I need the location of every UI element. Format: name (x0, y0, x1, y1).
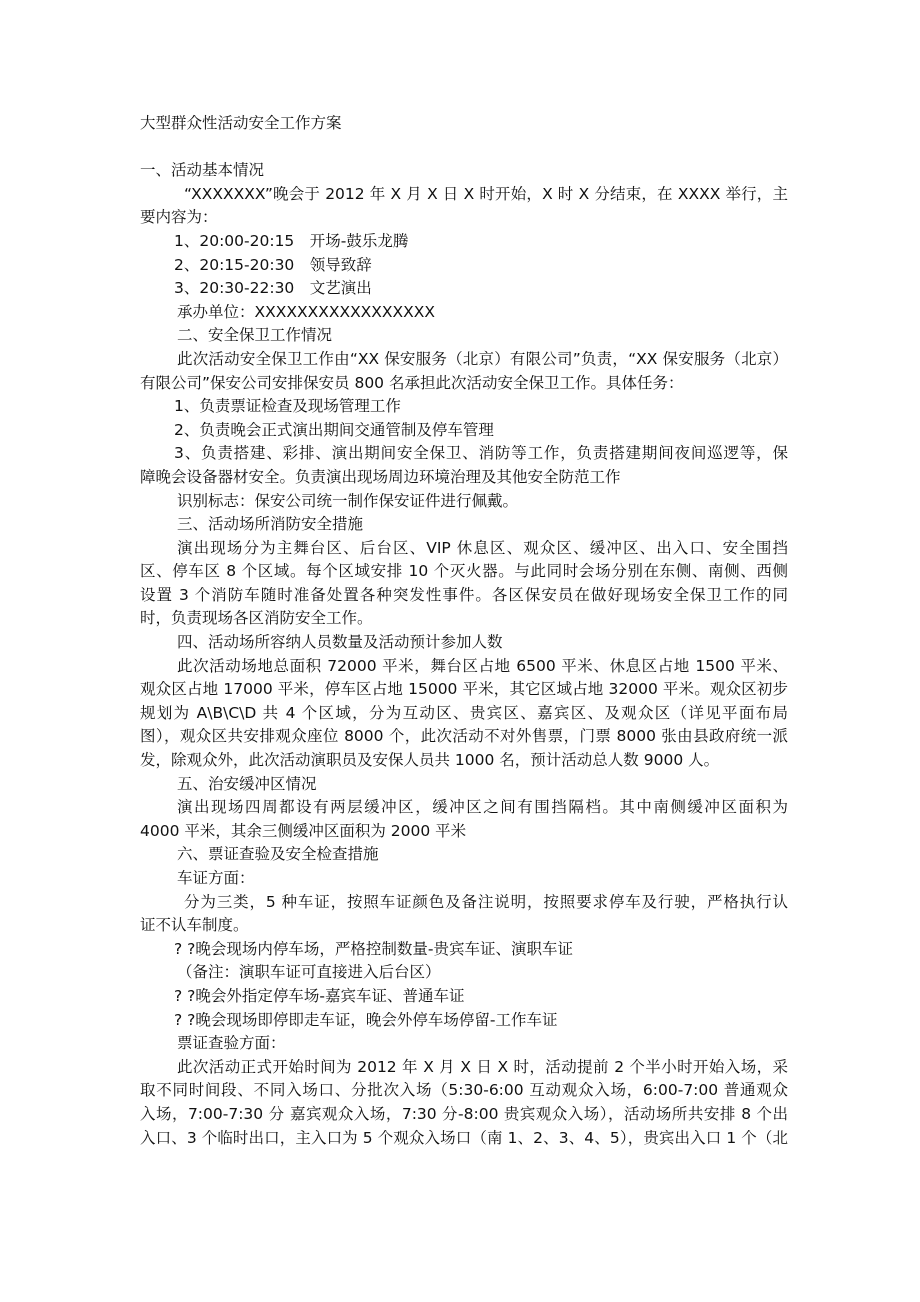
paragraph-line: “XXXXXXX”晚会于 2012 年 X 月 X 日 X 时开始，X 时 X 分结束，在 XXXX 举行，主 (184, 184, 788, 203)
paragraph-line: 证不认车制度。 (140, 916, 249, 935)
paragraph-line: 入口、3 个临时出口，主入口为 5 个观众入场口（南 1、2、3、4、5），贵宾出入口 1 个（北 (140, 1128, 788, 1147)
paragraph-line: 五、治安缓冲区情况 (177, 774, 317, 793)
paragraph-line: 时，负责现场各区消防安全工作。 (140, 609, 373, 628)
paragraph-line: 一、活动基本情况 (140, 161, 265, 180)
paragraph-line: 区、停车区 8 个区域。每个区域安排 10 个灭火器。与此同时会场分别在东侧、南侧、西侧 (140, 562, 788, 581)
paragraph-line: 2、负责晚会正式演出期间交通管制及停车管理 (174, 420, 494, 439)
paragraph-line: 此次活动安全保卫工作由“XX 保安服务（北京）有限公司”负责，“XX 保安服务（北京） (177, 349, 788, 368)
paragraph-line: 三、活动场所消防安全措施 (177, 515, 364, 534)
paragraph-line: ? ?晚会外指定停车场-嘉宾车证、普通车证 (174, 986, 465, 1005)
paragraph-line: 3、负责搭建、彩排、演出期间安全保卫、消防等工作，负责搭建期间夜间巡逻等，保 (174, 444, 788, 463)
paragraph-line: 1、负责票证检查及现场管理工作 (174, 397, 401, 416)
paragraph-line: 票证查验方面： (177, 1034, 286, 1053)
paragraph-line: 演出现场分为主舞台区、后台区、VIP 休息区、观众区、缓冲区、出入口、安全围挡 (177, 538, 788, 557)
paragraph-line: 有限公司”保安公司安排保安员 800 名承担此次活动安全保卫工作。具体任务： (140, 373, 684, 392)
paragraph-line: 此次活动场地总面积 72000 平米，舞台区占地 6500 平米、休息区占地 1500 平米、 (177, 656, 788, 675)
paragraph-line: 识别标志：保安公司统一制作保安证件进行佩戴。 (177, 491, 519, 510)
paragraph-line: 设置 3 个消防车随时准备处置各种突发性事件。各区保安员在做好现场安全保卫工作的同 (140, 585, 788, 604)
paragraph-line: 车证方面： (177, 869, 255, 887)
paragraph-line: 分为三类，5 种车证，按照车证颜色及备注说明，按照要求停车及行驶，严格执行认 (184, 892, 788, 911)
paragraph-line: 发，除观众外，此次活动演职员及安保人员共 1000 名，预计活动总人数 9000 人。 (140, 751, 720, 770)
paragraph-line: 规划为 A\B\C\D 共 4 个区域，分为互动区、贵宾区、嘉宾区、及观众区（详见平面布局 (140, 703, 788, 722)
paragraph-line: 要内容为： (140, 208, 218, 227)
document-body (140, 159, 788, 1150)
paragraph-line: 3、20:30-22:30 文艺演出 (174, 279, 372, 298)
paragraph-line: 演出现场四周都设有两层缓冲区，缓冲区之间有围挡隔档。其中南侧缓冲区面积为 (177, 798, 788, 817)
paragraph-line: 2、20:15-20:30 领导致辞 (174, 255, 372, 274)
paragraph-line: ? ?晚会现场内停车场，严格控制数量-贵宾车证、演职车证 (174, 939, 573, 958)
paragraph-line: 取不同时间段、不同入场口、分批次入场（5:30-6:00 互动观众入场，6:00-7:00 普通观众 (140, 1081, 788, 1100)
paragraph-line: 观众区占地 17000 平米，停车区占地 15000 平米，其它区域占地 32000 平米。观众区初步 (140, 680, 788, 699)
paragraph-line: 四、活动场所容纳人员数量及活动预计参加人数 (177, 633, 503, 652)
paragraph-line: 障晚会设备器材安全。负责演出现场周边环境治理及其他安全防范工作 (140, 467, 621, 486)
paragraph-line: 承办单位：XXXXXXXXXXXXXXXXX (177, 302, 436, 321)
document-page (140, 112, 788, 1150)
paragraph-line: 图），观众区共安排观众座位 8000 个，此次活动不对外售票，门票 8000 张由县政府统一派 (140, 727, 788, 746)
document-title: 大型群众性活动安全工作方案 (140, 114, 342, 132)
paragraph-line: 入场，7:00-7:30 分 嘉宾观众入场，7:30 分-8:00 贵宾观众入场），活动场所共安排 8 个出 (140, 1104, 788, 1123)
paragraph-line: 1、20:00-20:15 开场-鼓乐龙腾 (174, 231, 409, 250)
paragraph-line: 4000 平米，其余三侧缓冲区面积为 2000 平米 (140, 821, 467, 840)
paragraph-line: ? ?晚会现场即停即走车证，晚会外停车场停留-工作车证 (174, 1010, 558, 1029)
paragraph-line: 二、安全保卫工作情况 (177, 326, 333, 345)
paragraph-line: （备注：演职车证可直接进入后台区） (177, 963, 441, 982)
blank-line (140, 136, 788, 160)
paragraph-line: 此次活动正式开始时间为 2012 年 X 月 X 日 X 时，活动提前 2 个半小时开始入场，采 (177, 1057, 788, 1076)
paragraph-line: 六、票证查验及安全检查措施 (177, 845, 379, 864)
